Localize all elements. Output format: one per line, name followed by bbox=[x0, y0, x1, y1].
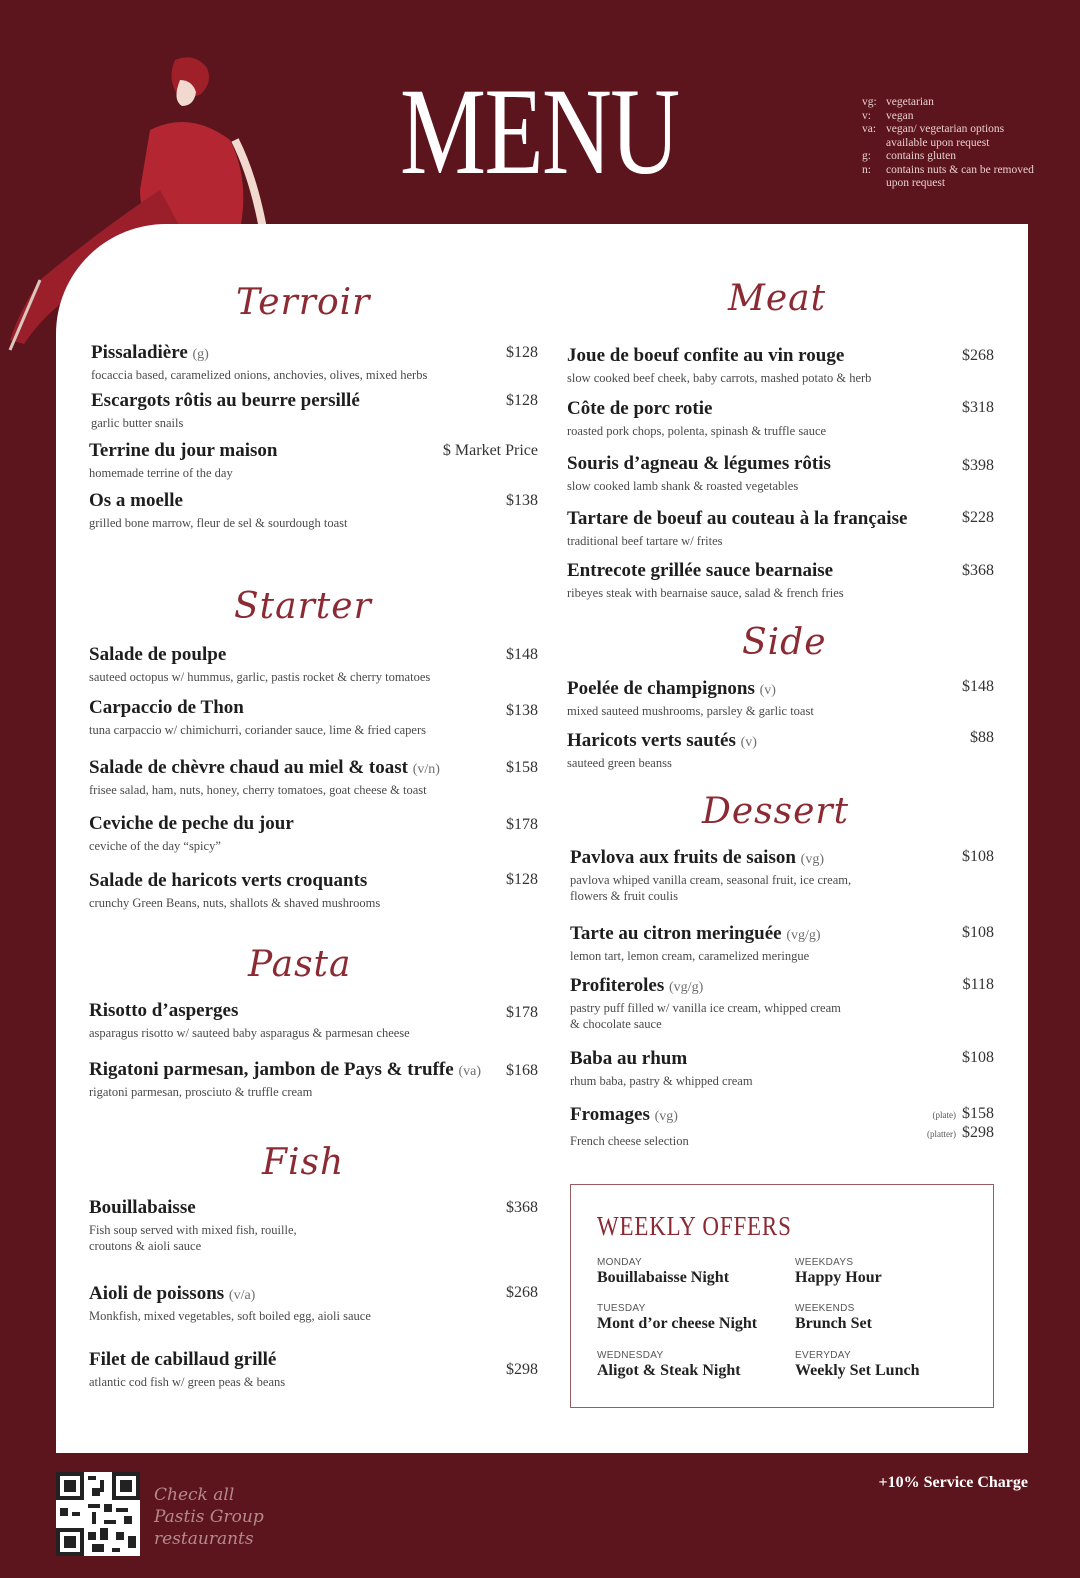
qr-code[interactable] bbox=[56, 1472, 140, 1556]
menu-item: Tarte au citron meringuée (vg/g) lemon tart, lemon cream, caramelized meringue bbox=[570, 923, 821, 963]
menu-item: Joue de boeuf confite au vin rouge slow cooked beef cheek, baby carrots, mashed potato & herb bbox=[567, 345, 872, 385]
menu-item: Risotto d’asperges asparagus risotto w/ sauteed baby asparagus & parmesan cheese bbox=[89, 1000, 410, 1040]
item-price: $148 bbox=[506, 646, 538, 663]
menu-item: Salade de haricots verts croquants crunchy Green Beans, nuts, shallots & shaved mushrooms bbox=[89, 870, 381, 910]
menu-item: Bouillabaisse Fish soup served with mixed fish, rouille, croutons & aioli sauce bbox=[89, 1197, 297, 1253]
item-price: $268 bbox=[962, 347, 994, 364]
menu-item: Fromages (vg) French cheese selection bbox=[570, 1104, 689, 1148]
menu-item: Salade de chèvre chaud au miel & toast (v/n) frisee salad, ham, nuts, honey, cherry tomatoes, goat cheese & toast bbox=[89, 757, 440, 797]
menu-item: Côte de porc rotie roasted pork chops, polenta, spinash & truffle sauce bbox=[567, 398, 827, 438]
service-charge-note: +10% Service Charge bbox=[878, 1474, 1028, 1491]
menu-item: Aioli de poissons (v/a) Monkfish, mixed vegetables, soft boiled egg, aioli sauce bbox=[89, 1283, 371, 1323]
offer-item: TUESDAY Mont d’or cheese Night bbox=[597, 1303, 758, 1332]
menu-item: Souris d’agneau & légumes rôtis slow cooked lamb shank & roasted vegetables bbox=[567, 453, 831, 493]
menu-item: Escargots rôtis au beurre persillé garlic butter snails bbox=[91, 390, 360, 430]
legend-row: v: vegan bbox=[862, 109, 914, 122]
item-price: $118 bbox=[962, 976, 994, 993]
menu-item: Haricots verts sautés (v) sauteed green beanss bbox=[567, 730, 757, 770]
legend-row: vg: vegetarian bbox=[862, 96, 934, 108]
menu-title: MENU bbox=[400, 63, 679, 200]
menu-item: Poelée de champignons (v) mixed sauteed mushrooms, parsley & garlic toast bbox=[567, 678, 814, 718]
menu-item: Profiteroles (vg/g) pastry puff filled w/ vanilla ice cream, whipped cream & chocolate sauce bbox=[570, 975, 841, 1031]
offer-item: WEDNESDAY Aligot & Steak Night bbox=[597, 1350, 741, 1379]
legend-row: g: contains gluten bbox=[862, 150, 956, 162]
item-price: $88 bbox=[970, 729, 994, 746]
menu-item: Os a moelle grilled bone marrow, fleur de sel & sourdough toast bbox=[89, 490, 348, 530]
section-title-pasta: Pasta bbox=[248, 944, 352, 985]
item-price: $128 bbox=[506, 392, 538, 409]
menu-item: Pissaladière (g) focaccia based, caramelized onions, anchovies, olives, mixed herbs bbox=[91, 342, 428, 382]
item-price: $108 bbox=[962, 1049, 994, 1066]
menu-item: Salade de poulpe sauteed octopus w/ hummus, garlic, pastis rocket & cherry tomatoes bbox=[89, 644, 431, 684]
item-price: $178 bbox=[506, 1004, 538, 1021]
item-price: $158 bbox=[506, 759, 538, 776]
item-price: $128 bbox=[506, 871, 538, 888]
offer-item: EVERYDAY Weekly Set Lunch bbox=[795, 1350, 920, 1379]
menu-item: Ceviche de peche du jour ceviche of the day “spicy” bbox=[89, 813, 294, 853]
item-price: $368 bbox=[962, 562, 994, 579]
menu-item: Filet de cabillaud grillé atlantic cod fish w/ green peas & beans bbox=[89, 1349, 286, 1389]
weekly-offers-title: WEEKLY OFFERS bbox=[597, 1211, 792, 1241]
section-title-fish: Fish bbox=[262, 1142, 345, 1183]
section-title-meat: Meat bbox=[728, 278, 827, 319]
item-price: $398 bbox=[962, 457, 994, 474]
section-title-side: Side bbox=[742, 622, 827, 663]
menu-item: Terrine du jour maison homemade terrine of the day bbox=[89, 440, 278, 480]
offer-item: WEEKDAYS Happy Hour bbox=[795, 1257, 882, 1286]
item-price: $148 bbox=[962, 678, 994, 695]
offer-item: MONDAY Bouillabaisse Night bbox=[597, 1257, 730, 1286]
menu-item: Baba au rhum rhum baba, pastry & whipped cream bbox=[570, 1048, 753, 1088]
item-price: $108 bbox=[962, 848, 994, 865]
item-price: $ Market Price bbox=[442, 442, 538, 459]
section-title-starter: Starter bbox=[234, 586, 372, 627]
legend-row: va: vegan/ vegetarian options available upon request bbox=[862, 123, 1005, 149]
dietary-legend bbox=[862, 96, 1036, 191]
item-price: $268 bbox=[506, 1284, 538, 1301]
item-price: $128 bbox=[506, 344, 538, 361]
menu-item: Pavlova aux fruits de saison (vg) pavlova whiped vanilla cream, seasonal fruit, ice cream, flowers & fruit coulis bbox=[570, 847, 852, 903]
section-title-terroir: Terroir bbox=[236, 282, 371, 323]
item-price: $108 bbox=[962, 924, 994, 941]
section-title-dessert: Dessert bbox=[702, 791, 850, 832]
menu-item: Entrecote grillée sauce bearnaise ribeyes steak with bearnaise sauce, salad & french fries bbox=[567, 560, 844, 600]
item-price: $298 bbox=[506, 1361, 538, 1378]
item-price: $318 bbox=[962, 399, 994, 416]
item-price-plate: (plate) $158 bbox=[932, 1105, 994, 1122]
item-price: $228 bbox=[962, 509, 994, 526]
legend-row: n: contains nuts & can be removed upon request bbox=[862, 163, 1034, 189]
menu-item: Tartare de boeuf au couteau à la française traditional beef tartare w/ frites bbox=[567, 508, 908, 548]
item-price: $168 bbox=[506, 1062, 538, 1079]
item-price: $138 bbox=[506, 492, 538, 509]
qr-caption: Check all Pastis Group restaurants bbox=[154, 1485, 264, 1549]
menu-item: Rigatoni parmesan, jambon de Pays & truffe (va) rigatoni parmesan, prosciuto & truffle cream bbox=[89, 1059, 481, 1099]
item-price: $178 bbox=[506, 816, 538, 833]
item-price: $368 bbox=[506, 1199, 538, 1216]
menu-item: Carpaccio de Thon tuna carpaccio w/ chimichurri, coriander sauce, lime & fried capers bbox=[89, 697, 426, 737]
item-price: $138 bbox=[506, 702, 538, 719]
offer-item: WEEKENDS Brunch Set bbox=[795, 1303, 872, 1332]
weekly-offers-box bbox=[570, 1184, 994, 1408]
item-price-platter: (platter) $298 bbox=[927, 1124, 994, 1141]
